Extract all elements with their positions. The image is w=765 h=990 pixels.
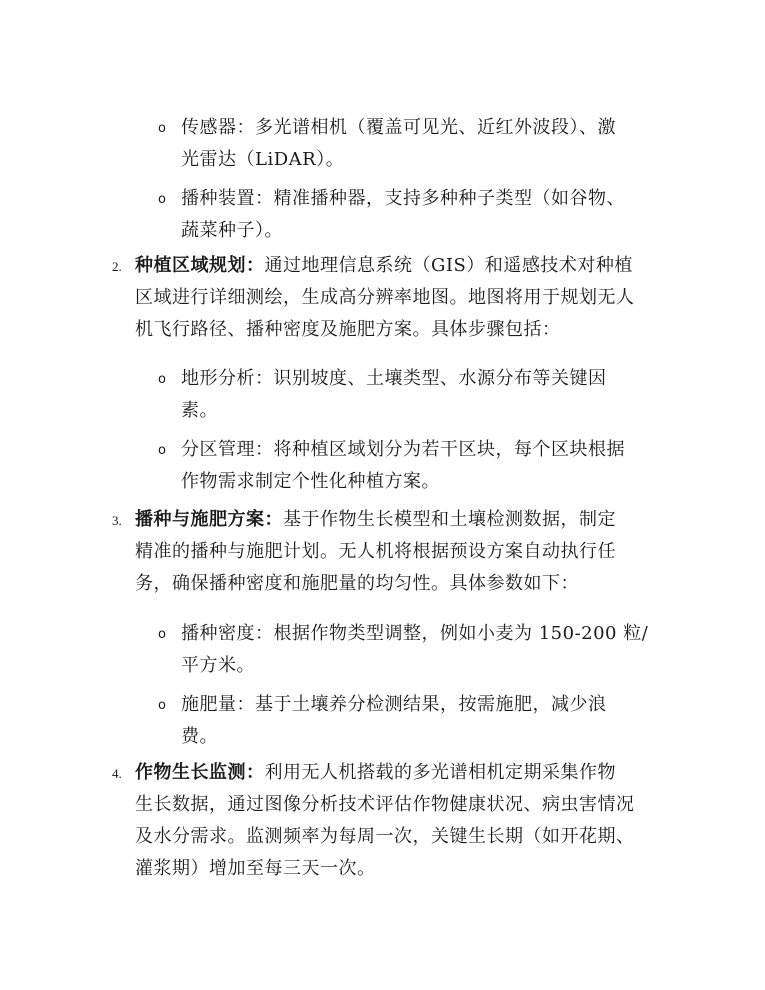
main-item-line: 机飞行路径、播种密度及施肥方案。具体步骤包括： [135, 319, 561, 340]
list-number: 3. [112, 513, 122, 528]
sub-item-line: 费。 [181, 726, 218, 747]
bullet-marker: o [158, 443, 166, 458]
sub-item-line: 地形分析：识别坡度、土壤类型、水源分布等关键因 [181, 368, 607, 389]
sub-item-line: 素。 [181, 400, 218, 421]
item-title: 种植区域规划： [135, 255, 265, 276]
main-item-line: 生长数据，通过图像分析技术评估作物健康状况、病虫害情况 [135, 794, 635, 815]
sub-item-line: 作物需求制定个性化种植方案。 [181, 471, 440, 492]
item-title: 播种与施肥方案： [135, 509, 283, 530]
sub-item-line: 传感器：多光谱相机（覆盖可见光、近红外波段）、激 [181, 117, 616, 138]
item-text: 利用无人机搭载的多光谱相机定期采集作物 [264, 762, 616, 783]
list-number: 4. [112, 766, 122, 781]
main-item-line: 灌浆期）增加至每三天一次。 [135, 858, 376, 879]
item-text: 通过地理信息系统（GIS）和遥感技术对种植 [264, 255, 633, 276]
bullet-marker: o [158, 698, 166, 713]
sub-item-line: 分区管理：将种植区域划分为若干区块，每个区块根据 [181, 439, 625, 460]
main-item-line: 精准的播种与施肥计划。无人机将根据预设方案自动执行任 [135, 541, 616, 562]
main-item-line: 务，确保播种密度和施肥量的均匀性。具体参数如下： [135, 573, 579, 594]
bullet-marker: o [158, 121, 166, 136]
sub-item-line: 光雷达（LiDAR）。 [181, 149, 345, 170]
main-item-line [135, 502, 616, 538]
list-number: 2. [112, 259, 122, 274]
item-title: 作物生长监测： [135, 762, 265, 783]
bullet-marker: o [158, 627, 166, 642]
sub-item-line: 播种密度：根据作物类型调整，例如小麦为 150-200 粒/ [181, 623, 649, 644]
sub-item-line: 平方米。 [181, 655, 255, 676]
bullet-marker: o [158, 372, 166, 387]
main-item-line [135, 248, 633, 284]
item-text: 基于作物生长模型和土壤检测数据，制定 [283, 509, 616, 530]
main-item-line: 及水分需求。监测频率为每周一次，关键生长期（如开花期、 [135, 826, 635, 847]
main-item-line: 区域进行详细测绘，生成高分辨率地图。地图将用于规划无人 [135, 287, 635, 308]
bullet-marker: o [158, 192, 166, 207]
sub-item-line: 施肥量：基于土壤养分检测结果，按需施肥，减少浪 [181, 694, 607, 715]
sub-item-line: 播种装置：精准播种器，支持多种种子类型（如谷物、 [181, 188, 625, 209]
sub-item-line: 蔬菜种子）。 [181, 220, 283, 241]
main-item-line [135, 755, 616, 791]
